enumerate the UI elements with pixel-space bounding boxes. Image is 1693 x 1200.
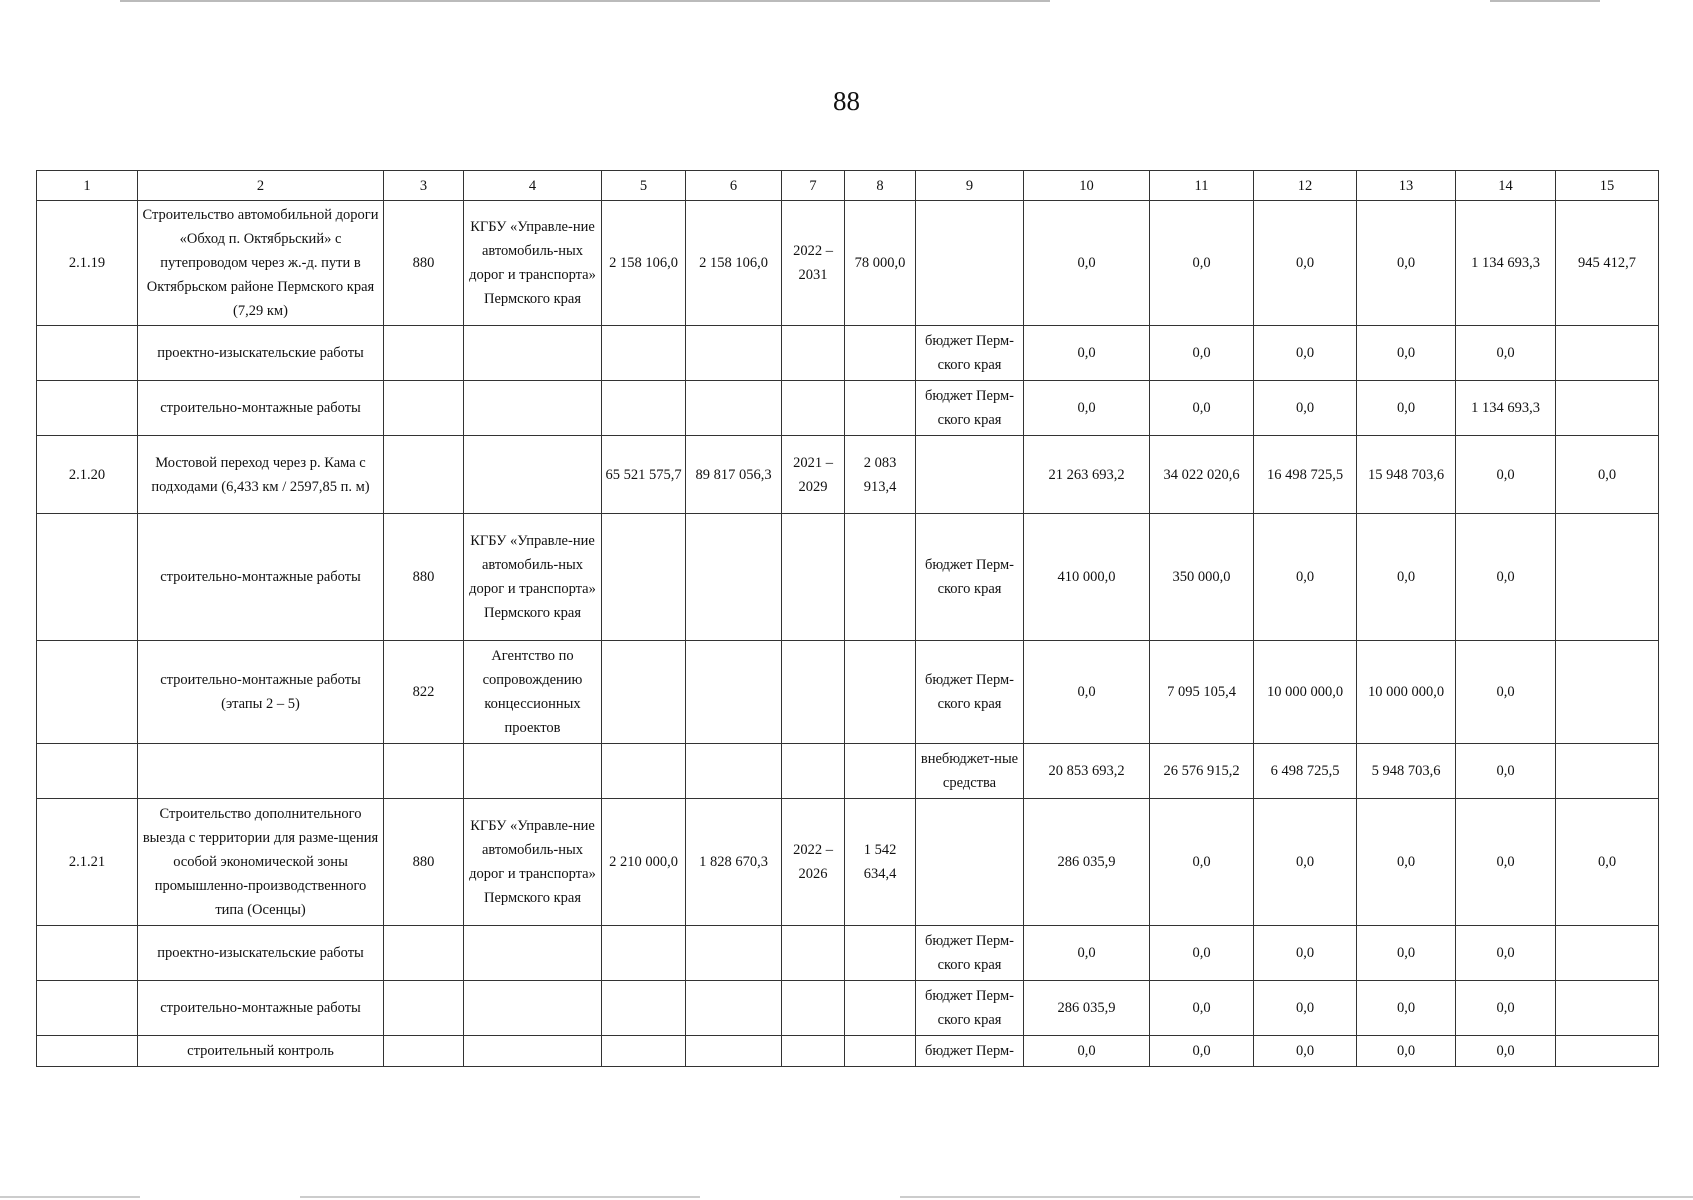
table-cell: 0,0 bbox=[1357, 201, 1456, 326]
table-cell: 2022 – 2031 bbox=[782, 201, 845, 326]
table-cell: 0,0 bbox=[1357, 381, 1456, 436]
table-cell: 2 083 913,4 bbox=[845, 436, 916, 514]
table-cell bbox=[1556, 514, 1659, 641]
table-cell: 2 158 106,0 bbox=[686, 201, 782, 326]
table-cell bbox=[138, 744, 384, 799]
table-cell: 10 000 000,0 bbox=[1254, 641, 1357, 744]
table-cell: внебюджет-ные средства bbox=[916, 744, 1024, 799]
column-header: 7 bbox=[782, 171, 845, 201]
table-cell bbox=[37, 981, 138, 1036]
table-cell bbox=[384, 981, 464, 1036]
table-cell: 20 853 693,2 bbox=[1024, 744, 1150, 799]
table-cell bbox=[37, 514, 138, 641]
column-header: 5 bbox=[602, 171, 686, 201]
table-cell: 0,0 bbox=[1456, 1036, 1556, 1067]
column-header: 2 bbox=[138, 171, 384, 201]
table-cell: 21 263 693,2 bbox=[1024, 436, 1150, 514]
table-cell bbox=[845, 381, 916, 436]
table-cell: 410 000,0 bbox=[1024, 514, 1150, 641]
table-cell bbox=[384, 326, 464, 381]
table-cell bbox=[845, 326, 916, 381]
table-cell bbox=[782, 381, 845, 436]
table-cell: бюджет Перм-ского края bbox=[916, 641, 1024, 744]
table-cell: 0,0 bbox=[1150, 201, 1254, 326]
table-cell bbox=[845, 514, 916, 641]
column-header: 1 bbox=[37, 171, 138, 201]
table-cell: 0,0 bbox=[1024, 201, 1150, 326]
table-cell bbox=[782, 514, 845, 641]
table-cell bbox=[845, 981, 916, 1036]
table-cell: Строительство дополнительного выезда с территории для разме-щения особой экономической зоны промышленно-производственного типа (Осенцы) bbox=[138, 799, 384, 926]
table-cell bbox=[782, 744, 845, 799]
table-row bbox=[37, 514, 1659, 641]
table-cell: 2.1.21 bbox=[37, 799, 138, 926]
table-cell: бюджет Перм- bbox=[916, 1036, 1024, 1067]
table-cell: 1 828 670,3 bbox=[686, 799, 782, 926]
table-cell bbox=[916, 799, 1024, 926]
table-cell bbox=[384, 744, 464, 799]
column-header: 15 bbox=[1556, 171, 1659, 201]
table-cell bbox=[464, 744, 602, 799]
table-cell: 0,0 bbox=[1024, 926, 1150, 981]
table-cell: 0,0 bbox=[1150, 981, 1254, 1036]
table-cell bbox=[845, 744, 916, 799]
table-row bbox=[37, 326, 1659, 381]
table-cell bbox=[686, 381, 782, 436]
table-cell bbox=[37, 1036, 138, 1067]
table-cell: 0,0 bbox=[1456, 926, 1556, 981]
table-cell: 0,0 bbox=[1357, 926, 1456, 981]
table-cell: 0,0 bbox=[1556, 436, 1659, 514]
table-cell: 89 817 056,3 bbox=[686, 436, 782, 514]
table-cell: бюджет Перм-ского края bbox=[916, 514, 1024, 641]
table-row bbox=[37, 744, 1659, 799]
table-cell: 7 095 105,4 bbox=[1150, 641, 1254, 744]
table-cell bbox=[602, 981, 686, 1036]
column-header: 9 bbox=[916, 171, 1024, 201]
table-cell: 880 bbox=[384, 799, 464, 926]
table-cell: 0,0 bbox=[1024, 326, 1150, 381]
table-cell: 0,0 bbox=[1150, 326, 1254, 381]
table-cell: проектно-изыскательские работы bbox=[138, 926, 384, 981]
table-cell bbox=[782, 326, 845, 381]
table-cell: 1 134 693,3 bbox=[1456, 201, 1556, 326]
table-cell: 0,0 bbox=[1024, 641, 1150, 744]
table-cell: 2 210 000,0 bbox=[602, 799, 686, 926]
table-cell bbox=[916, 201, 1024, 326]
table-cell: 0,0 bbox=[1357, 799, 1456, 926]
table-cell: строительный контроль bbox=[138, 1036, 384, 1067]
table-cell bbox=[1556, 381, 1659, 436]
table-cell: Строительство автомобильной дороги «Обход п. Октябрьский» с путепроводом через ж.-д. пути в Октябрьском районе Пермского края (7,29 км) bbox=[138, 201, 384, 326]
scan-bottom-edge bbox=[0, 1196, 1693, 1198]
table-cell: КГБУ «Управле-ние автомобиль-ных дорог и транспорта» Пермского края bbox=[464, 201, 602, 326]
table-cell: 0,0 bbox=[1254, 799, 1357, 926]
table-cell: бюджет Перм-ского края bbox=[916, 926, 1024, 981]
table-cell bbox=[845, 1036, 916, 1067]
column-header: 11 bbox=[1150, 171, 1254, 201]
table-cell: 26 576 915,2 bbox=[1150, 744, 1254, 799]
table-cell: 16 498 725,5 bbox=[1254, 436, 1357, 514]
table-cell: 78 000,0 bbox=[845, 201, 916, 326]
table-cell: 0,0 bbox=[1357, 1036, 1456, 1067]
table-cell: 2 158 106,0 bbox=[602, 201, 686, 326]
table-cell: 0,0 bbox=[1150, 381, 1254, 436]
table-cell: 65 521 575,7 bbox=[602, 436, 686, 514]
table-cell bbox=[384, 926, 464, 981]
table-cell bbox=[1556, 326, 1659, 381]
table-cell: 945 412,7 bbox=[1556, 201, 1659, 326]
table-cell: 0,0 bbox=[1456, 981, 1556, 1036]
table-cell bbox=[464, 381, 602, 436]
table-cell bbox=[464, 1036, 602, 1067]
table-cell bbox=[686, 744, 782, 799]
table-row bbox=[37, 799, 1659, 926]
table-cell bbox=[782, 1036, 845, 1067]
table-cell: 0,0 bbox=[1456, 436, 1556, 514]
table-cell bbox=[384, 1036, 464, 1067]
table-cell bbox=[1556, 641, 1659, 744]
header-row bbox=[37, 171, 1659, 201]
table-row bbox=[37, 926, 1659, 981]
table-cell bbox=[384, 436, 464, 514]
column-header: 8 bbox=[845, 171, 916, 201]
table-row bbox=[37, 436, 1659, 514]
table-cell bbox=[686, 641, 782, 744]
table-cell: 2.1.19 bbox=[37, 201, 138, 326]
table-row bbox=[37, 981, 1659, 1036]
table-cell bbox=[602, 1036, 686, 1067]
table-cell bbox=[686, 326, 782, 381]
table-cell bbox=[686, 514, 782, 641]
table-cell: 5 948 703,6 bbox=[1357, 744, 1456, 799]
table-cell: бюджет Перм-ского края bbox=[916, 981, 1024, 1036]
table-cell: 0,0 bbox=[1150, 1036, 1254, 1067]
table-cell: 10 000 000,0 bbox=[1357, 641, 1456, 744]
table-cell: 34 022 020,6 bbox=[1150, 436, 1254, 514]
table-cell: 0,0 bbox=[1150, 799, 1254, 926]
table-cell: Агентство по сопровождению концессионных проектов bbox=[464, 641, 602, 744]
table-cell: 15 948 703,6 bbox=[1357, 436, 1456, 514]
table-cell bbox=[384, 381, 464, 436]
table-cell: 880 bbox=[384, 201, 464, 326]
table-cell bbox=[782, 641, 845, 744]
table-cell bbox=[1556, 926, 1659, 981]
table-cell: 0,0 bbox=[1254, 381, 1357, 436]
table-cell bbox=[37, 744, 138, 799]
table-cell: 286 035,9 bbox=[1024, 981, 1150, 1036]
column-header: 3 bbox=[384, 171, 464, 201]
table-cell bbox=[37, 326, 138, 381]
table-cell: 350 000,0 bbox=[1150, 514, 1254, 641]
table-cell: Мостовой переход через р. Кама с подходами (6,433 км / 2597,85 п. м) bbox=[138, 436, 384, 514]
table-cell: 0,0 bbox=[1357, 981, 1456, 1036]
table-cell: 2.1.20 bbox=[37, 436, 138, 514]
column-header: 10 bbox=[1024, 171, 1150, 201]
table-cell: 0,0 bbox=[1357, 326, 1456, 381]
table-cell: 2022 – 2026 bbox=[782, 799, 845, 926]
table-cell: 0,0 bbox=[1254, 981, 1357, 1036]
table-cell bbox=[686, 926, 782, 981]
table-cell: 0,0 bbox=[1456, 799, 1556, 926]
table-cell: 0,0 bbox=[1254, 514, 1357, 641]
table-cell: 0,0 bbox=[1254, 326, 1357, 381]
table-cell: строительно-монтажные работы bbox=[138, 381, 384, 436]
table-cell bbox=[1556, 744, 1659, 799]
table-cell bbox=[464, 926, 602, 981]
table-cell: бюджет Перм-ского края bbox=[916, 381, 1024, 436]
table-cell bbox=[602, 641, 686, 744]
table-cell bbox=[686, 981, 782, 1036]
table-cell: 2021 – 2029 bbox=[782, 436, 845, 514]
table-cell: строительно-монтажные работы (этапы 2 – 5) bbox=[138, 641, 384, 744]
table-cell: строительно-монтажные работы bbox=[138, 981, 384, 1036]
program-table bbox=[36, 170, 1659, 1067]
table-cell bbox=[464, 326, 602, 381]
table-cell bbox=[37, 381, 138, 436]
table-cell: 0,0 bbox=[1254, 926, 1357, 981]
table-cell: 0,0 bbox=[1456, 326, 1556, 381]
table-cell: 0,0 bbox=[1456, 641, 1556, 744]
table-cell: 0,0 bbox=[1456, 744, 1556, 799]
table-cell: 1 134 693,3 bbox=[1456, 381, 1556, 436]
table-row bbox=[37, 201, 1659, 326]
table-row bbox=[37, 1036, 1659, 1067]
table-row bbox=[37, 641, 1659, 744]
table-cell bbox=[602, 926, 686, 981]
table-cell: 0,0 bbox=[1254, 201, 1357, 326]
table-cell bbox=[1556, 981, 1659, 1036]
table-cell bbox=[686, 1036, 782, 1067]
table-cell: 822 bbox=[384, 641, 464, 744]
table-cell bbox=[602, 326, 686, 381]
table-cell: 0,0 bbox=[1150, 926, 1254, 981]
table-cell bbox=[464, 436, 602, 514]
column-header: 6 bbox=[686, 171, 782, 201]
table-cell: 0,0 bbox=[1456, 514, 1556, 641]
table-cell: КГБУ «Управле-ние автомобиль-ных дорог и транспорта» Пермского края bbox=[464, 514, 602, 641]
table-cell bbox=[916, 436, 1024, 514]
table-row bbox=[37, 381, 1659, 436]
table-cell bbox=[845, 641, 916, 744]
column-header: 4 bbox=[464, 171, 602, 201]
table-cell bbox=[602, 744, 686, 799]
table-cell bbox=[37, 641, 138, 744]
table-cell: 1 542 634,4 bbox=[845, 799, 916, 926]
table-cell: КГБУ «Управле-ние автомобиль-ных дорог и транспорта» Пермского края bbox=[464, 799, 602, 926]
scan-top-edge bbox=[0, 0, 1693, 2]
table-cell: проектно-изыскательские работы bbox=[138, 326, 384, 381]
table-cell: 0,0 bbox=[1024, 381, 1150, 436]
page-number: 88 bbox=[833, 86, 860, 116]
column-header: 14 bbox=[1456, 171, 1556, 201]
table-cell: 0,0 bbox=[1024, 1036, 1150, 1067]
table-cell: 0,0 bbox=[1357, 514, 1456, 641]
table-cell: 286 035,9 bbox=[1024, 799, 1150, 926]
table-cell: 0,0 bbox=[1254, 1036, 1357, 1067]
table-cell: строительно-монтажные работы bbox=[138, 514, 384, 641]
table-cell: бюджет Перм-ского края bbox=[916, 326, 1024, 381]
table-cell bbox=[602, 514, 686, 641]
table-cell bbox=[782, 926, 845, 981]
table-cell bbox=[782, 981, 845, 1036]
table-cell bbox=[845, 926, 916, 981]
table-cell: 0,0 bbox=[1556, 799, 1659, 926]
table-cell: 880 bbox=[384, 514, 464, 641]
column-header: 13 bbox=[1357, 171, 1456, 201]
table-cell bbox=[1556, 1036, 1659, 1067]
column-header: 12 bbox=[1254, 171, 1357, 201]
table-cell bbox=[464, 981, 602, 1036]
table-cell: 6 498 725,5 bbox=[1254, 744, 1357, 799]
table-cell bbox=[37, 926, 138, 981]
table-cell bbox=[602, 381, 686, 436]
